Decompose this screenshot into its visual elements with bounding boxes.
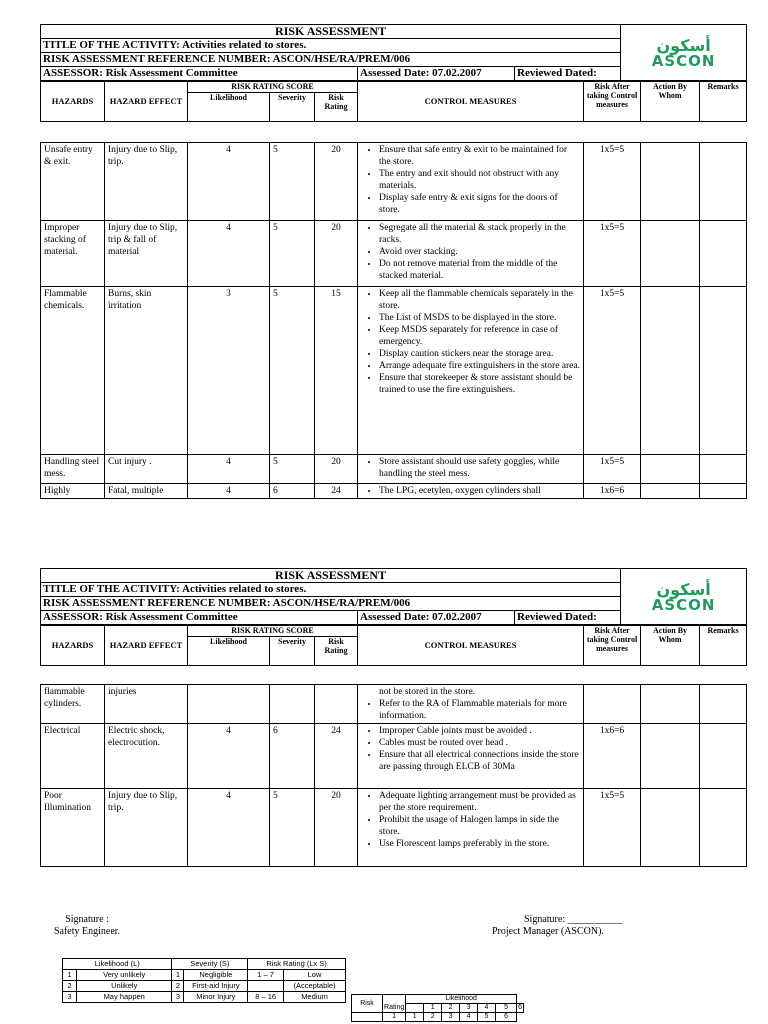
signature-project-manager [492, 914, 672, 938]
risk-row [41, 789, 747, 867]
action-by-cell [641, 685, 700, 724]
col-risk-rating: Risk Rating [315, 93, 358, 122]
hazard-effect-cell: Injury due to Slip, trip. [105, 143, 188, 221]
col-risk-after: Risk After taking Control measures [584, 626, 641, 666]
legend-rating-header: Risk Rating (Lx S) [248, 959, 346, 970]
legend-severity-number: 3 [172, 992, 184, 1003]
remarks-cell [700, 455, 747, 484]
assessor-line [41, 611, 358, 625]
control-measure-item: • Store assistant should use safety goggles, while handling the steel mess. [379, 456, 580, 480]
severity-cell: 5 [270, 287, 315, 455]
activity-title [41, 583, 621, 597]
header-block-page1 [40, 24, 746, 122]
risk-rating-cell: 20 [315, 455, 358, 484]
control-measures-cell [358, 143, 584, 221]
control-measure-item: • The entry and exit should not obstruct with any materials. [379, 168, 580, 192]
logo-text: ASCON [651, 51, 716, 70]
document-title: RISK ASSESSMENT [41, 569, 621, 583]
risk-after-cell: 1x5=5 [584, 143, 641, 221]
col-action-by: Action By Whom [641, 82, 700, 122]
control-measure-item: • Avoid over stacking. [379, 246, 580, 258]
signature-right-label: Signature: ___________ [524, 914, 623, 925]
remarks-cell [700, 143, 747, 221]
col-severity: Severity [270, 637, 315, 666]
risk-table-page1 [40, 142, 746, 499]
hazard-effect-cell: Electric shock, electrocution. [105, 724, 188, 789]
control-measure-item: • Keep MSDS separately for reference in case of emergency. [379, 324, 580, 348]
col-likelihood: Likelihood [188, 93, 270, 122]
legend-row [63, 992, 346, 1003]
control-measures-list [361, 222, 580, 282]
control-measures-cell [358, 484, 584, 499]
control-measure-item: • Do not remove material from the middle of the stacked material. [379, 258, 580, 282]
risk-legend-table [62, 958, 346, 1003]
risk-row [41, 221, 747, 287]
matrix-col-header: 5 [495, 1004, 516, 1013]
matrix-likelihood-label: Likelihood [406, 995, 517, 1004]
col-risk-after: Risk After taking Control measures [584, 82, 641, 122]
hazard-cell: Electrical [41, 724, 105, 789]
control-measure-item: • Arrange adequate fire extinguishers in the store area. [379, 360, 580, 372]
risk-table-page2 [40, 684, 746, 867]
control-measures-cell [358, 221, 584, 287]
hazard-cell: Flammable chemicals. [41, 287, 105, 455]
control-measures-cell [358, 455, 584, 484]
control-measure-item: • Refer to the RA of Flammable materials for more information. [379, 698, 580, 722]
control-measures-cell [358, 789, 584, 867]
risk-rating-cell: 15 [315, 287, 358, 455]
assessor-label: ASSESSOR: [43, 67, 103, 79]
remarks-cell [700, 287, 747, 455]
reference-number: RISK ASSESSMENT REFERENCE NUMBER: ASCON/HSE/RA/PREM/006 [41, 53, 621, 67]
control-measure-item: • The List of MSDS to be displayed in the store. [379, 312, 580, 324]
matrix-row-blank [352, 1013, 383, 1022]
matrix-risk-label: Risk [352, 995, 383, 1013]
control-measures-cell [358, 685, 584, 724]
likelihood-cell: 4 [188, 789, 270, 867]
matrix-cell: 4 [460, 1013, 478, 1022]
ascon-logo [621, 25, 747, 81]
legend-rating-range: 1 – 7 [248, 970, 284, 981]
reviewed-dated: Reviewed Dated: [515, 67, 621, 81]
matrix-col-header: 4 [478, 1004, 496, 1013]
legend-likelihood-text: Unlikely [76, 981, 172, 992]
risk-row [41, 287, 747, 455]
assessor-value: Risk Assessment Committee [105, 611, 238, 623]
risk-after-cell: 1x5=5 [584, 789, 641, 867]
matrix-cell: 6 [495, 1013, 516, 1022]
severity-cell: 5 [270, 143, 315, 221]
legend-likelihood-number: 1 [63, 970, 77, 981]
likelihood-cell: 4 [188, 484, 270, 499]
logo-arabic-text: أسكون [656, 35, 711, 55]
risk-row [41, 143, 747, 221]
legend-rating-text: Medium [284, 992, 346, 1003]
risk-row [41, 455, 747, 484]
legend-likelihood-number: 3 [63, 992, 77, 1003]
col-likelihood: Likelihood [188, 637, 270, 666]
activity-label: TITLE OF THE ACTIVITY: [43, 39, 180, 51]
document-title: RISK ASSESSMENT [41, 25, 621, 39]
risk-after-cell: 1x6=6 [584, 724, 641, 789]
legend-severity-text: Negligible [184, 970, 248, 981]
control-measures-list [361, 288, 580, 396]
col-hazards: HAZARDS [41, 626, 105, 666]
matrix-blank-cell [406, 1004, 424, 1013]
risk-row [41, 685, 747, 724]
legend-likelihood-text: Very unlikely [76, 970, 172, 981]
risk-after-cell: 1x5=5 [584, 221, 641, 287]
risk-row [41, 484, 747, 499]
control-measure-item: • Prohibit the usage of Halogen lamps in side the store. [379, 814, 580, 838]
assessed-date: Assessed Date: 07.02.2007 [358, 67, 515, 81]
remarks-cell [700, 484, 747, 499]
action-by-cell [641, 724, 700, 789]
hazard-cell: flammable cylinders. [41, 685, 105, 724]
matrix-col-header: 1 [424, 1004, 442, 1013]
severity-cell: 5 [270, 221, 315, 287]
matrix-col-header: 3 [460, 1004, 478, 1013]
matrix-cell: 1 [383, 1013, 406, 1022]
hazard-effect-cell: Injury due to Slip, trip. [105, 789, 188, 867]
matrix-cell: 2 [424, 1013, 442, 1022]
legend-severity-header: Severity (S) [172, 959, 248, 970]
control-measure-item: • Cables must be routed over head . [379, 737, 580, 749]
col-hazard-effect: HAZARD EFFECT [105, 626, 188, 666]
control-measures-cell [358, 287, 584, 455]
reference-number: RISK ASSESSMENT REFERENCE NUMBER: ASCON/HSE/RA/PREM/006 [41, 597, 621, 611]
control-measures-cell [358, 724, 584, 789]
legend-severity-number: 2 [172, 981, 184, 992]
col-action-by: Action By Whom [641, 626, 700, 666]
risk-row [41, 724, 747, 789]
hazard-effect-cell: injuries [105, 685, 188, 724]
control-measure-item: • Segregate all the material & stack properly in the racks. [379, 222, 580, 246]
risk-matrix-table [351, 994, 524, 1022]
risk-rating-cell: 24 [315, 724, 358, 789]
legend-row [63, 970, 346, 981]
hazard-cell: Unsafe entry & exit. [41, 143, 105, 221]
severity-cell [270, 685, 315, 724]
severity-cell: 6 [270, 724, 315, 789]
hazard-effect-cell: Injury due to Slip, trip & fall of material [105, 221, 188, 287]
risk-after-cell: 1x5=5 [584, 455, 641, 484]
matrix-cell: 5 [478, 1013, 496, 1022]
risk-after-cell: 1x6=6 [584, 484, 641, 499]
legend-rating-range [248, 981, 284, 992]
severity-cell: 6 [270, 484, 315, 499]
control-measure-item: • Improper Cable joints must be avoided . [379, 725, 580, 737]
likelihood-cell: 4 [188, 455, 270, 484]
control-measure-item: • Ensure that all electrical connections inside the store are passing through ELCB of 30Ma [379, 749, 580, 773]
col-risk-rating: Risk Rating [315, 637, 358, 666]
action-by-cell [641, 287, 700, 455]
control-measure-item: • Display caution stickers near the storage area. [379, 348, 580, 360]
risk-rating-cell: 20 [315, 221, 358, 287]
control-measure-item: • Adequate lighting arrangement must be provided as per the store requirement. [379, 790, 580, 814]
likelihood-cell [188, 685, 270, 724]
activity-label: TITLE OF THE ACTIVITY: [43, 583, 180, 595]
col-hazard-effect: HAZARD EFFECT [105, 82, 188, 122]
legend-likelihood-text: May happen [76, 992, 172, 1003]
control-measure-item: • Ensure that storekeeper & store assistant should be trained to use the fire extinguishers. [379, 372, 580, 396]
control-measures-list [361, 144, 580, 216]
control-measure-item: • The LPG, ecetylen, oxygen cylinders shall [379, 485, 580, 497]
control-measures-list [361, 686, 580, 722]
control-measure-item: not be stored in the store. [379, 687, 476, 697]
hazard-cell: Highly [41, 484, 105, 499]
logo-text: ASCON [651, 595, 716, 614]
risk-rating-cell: 24 [315, 484, 358, 499]
hazard-cell: Poor Illumination [41, 789, 105, 867]
ascon-logo [621, 569, 747, 625]
col-risk-rating-score: RISK RATING SCORE [188, 82, 358, 93]
control-measure-item: • Ensure that safe entry & exit to be maintained for the store. [379, 144, 580, 168]
hazard-effect-cell: Cut injury . [105, 455, 188, 484]
col-remarks: Remarks [700, 82, 747, 122]
severity-cell: 5 [270, 789, 315, 867]
action-by-cell [641, 484, 700, 499]
severity-cell: 5 [270, 455, 315, 484]
hazard-effect-cell: Fatal, multiple [105, 484, 188, 499]
control-measure-item: • Keep all the flammable chemicals separately in the store. [379, 288, 580, 312]
activity-title [41, 39, 621, 53]
control-measures-list [361, 725, 580, 773]
risk-rating-cell: 20 [315, 789, 358, 867]
legend-row [63, 981, 346, 992]
control-measure-item: • Display safe entry & exit signs for the doors of store. [379, 192, 580, 216]
matrix-col-header: 6 [518, 1004, 522, 1011]
matrix-rating-label: Rating [384, 1003, 405, 1011]
control-measures-list [361, 456, 580, 480]
col-control-measures: CONTROL MEASURES [358, 82, 584, 122]
remarks-cell [700, 789, 747, 867]
risk-after-cell: 1x5=5 [584, 287, 641, 455]
assessor-label: ASSESSOR: [43, 611, 103, 623]
matrix-col-header: 2 [442, 1004, 460, 1013]
hazard-cell: Handling steel mess. [41, 455, 105, 484]
legend-severity-text: First-aid Injury [184, 981, 248, 992]
signature-safety-engineer [32, 914, 142, 938]
risk-rating-cell [315, 685, 358, 724]
remarks-cell [700, 221, 747, 287]
risk-rating-cell: 20 [315, 143, 358, 221]
assessor-value: Risk Assessment Committee [105, 67, 238, 79]
legend-rating-text: Low [284, 970, 346, 981]
matrix-cell: 3 [442, 1013, 460, 1022]
legend-severity-text: Minor Injury [184, 992, 248, 1003]
header-block-page2 [40, 568, 746, 666]
activity-value: Activities related to stores. [182, 39, 307, 51]
legend-likelihood-number: 2 [63, 981, 77, 992]
likelihood-cell: 4 [188, 724, 270, 789]
likelihood-cell: 4 [188, 221, 270, 287]
signature-right-role: Project Manager (ASCON). [492, 926, 604, 937]
col-hazards: HAZARDS [41, 82, 105, 122]
col-control-measures: CONTROL MEASURES [358, 626, 584, 666]
control-measure-item: • Use Florescent lamps preferably in the store. [379, 838, 580, 850]
action-by-cell [641, 221, 700, 287]
remarks-cell [700, 724, 747, 789]
control-measures-list [361, 485, 580, 497]
likelihood-cell: 3 [188, 287, 270, 455]
control-measures-list [361, 790, 580, 850]
hazard-effect-cell: Burns, skin irritation [105, 287, 188, 455]
legend-likelihood-header: Likelihood (L) [63, 959, 172, 970]
legend-rating-text: (Acceptable) [284, 981, 346, 992]
matrix-cell: 1 [406, 1013, 424, 1022]
col-risk-rating-score: RISK RATING SCORE [188, 626, 358, 637]
legend-severity-number: 1 [172, 970, 184, 981]
likelihood-cell: 4 [188, 143, 270, 221]
risk-after-cell [584, 685, 641, 724]
col-severity: Severity [270, 93, 315, 122]
signature-left-role: Safety Engineer. [53, 926, 121, 937]
action-by-cell [641, 789, 700, 867]
assessed-date: Assessed Date: 07.02.2007 [358, 611, 515, 625]
signature-left-label: Signature : [65, 914, 109, 925]
col-remarks: Remarks [700, 626, 747, 666]
logo-arabic-text: أسكون [656, 579, 711, 599]
action-by-cell [641, 455, 700, 484]
remarks-cell [700, 685, 747, 724]
action-by-cell [641, 143, 700, 221]
hazard-cell: Improper stacking of material. [41, 221, 105, 287]
assessor-line [41, 67, 358, 81]
legend-rating-range: 8 – 16 [248, 992, 284, 1003]
activity-value: Activities related to stores. [182, 583, 307, 595]
reviewed-dated: Reviewed Dated: [515, 611, 621, 625]
